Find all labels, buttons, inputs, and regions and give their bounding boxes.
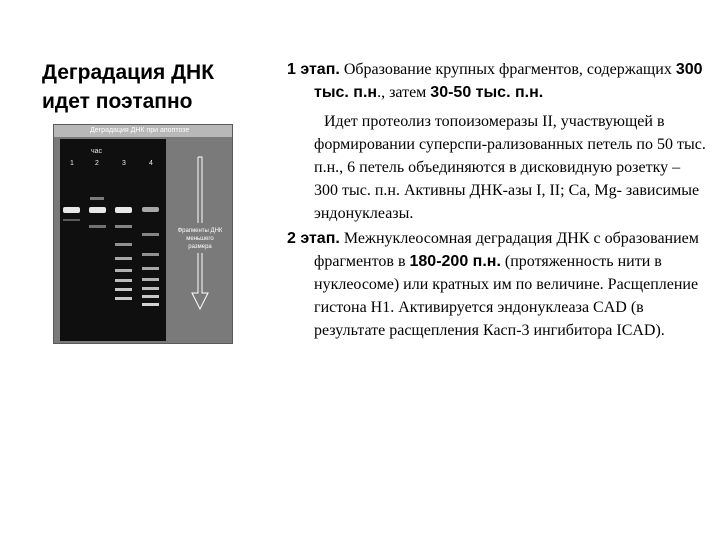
band [142, 207, 159, 212]
band [142, 233, 159, 236]
stage-1-label: 1 этап. [287, 61, 340, 78]
stage-2-label: 2 этап. [287, 230, 340, 247]
time-label: час [91, 148, 103, 155]
lane-number-3: 3 [122, 160, 126, 167]
band [142, 278, 159, 281]
stage-2-bold-1: 180-200 п.н. [409, 253, 501, 270]
band [115, 225, 132, 228]
title-line-1: Деградация ДНК [42, 61, 215, 84]
gel-electrophoresis-figure [53, 124, 233, 344]
stage-2-text-1: Межнуклеосомная деградация ДНК с образованием фрагментов в [314, 230, 699, 270]
lane-number-1: 1 [70, 160, 74, 167]
title-line-2: идет поэтапно [42, 90, 193, 113]
lane-number-4: 4 [149, 160, 153, 167]
stage-1-paragraph [287, 58, 707, 104]
band [115, 269, 132, 272]
band [89, 225, 106, 228]
band [115, 207, 132, 213]
band [142, 253, 159, 256]
stage-1-bold-2: 30-50 тыс. п.н. [430, 84, 544, 101]
stage-1-text-1: Образование крупных фрагментов, содержащих [339, 61, 676, 78]
band [115, 243, 132, 246]
text-content [287, 58, 707, 342]
arrow-label-line-3: размера [188, 244, 212, 250]
stage-1-bold-1: 300 тыс. п.н [314, 61, 703, 101]
arrow-head [192, 253, 208, 309]
band [115, 297, 132, 300]
lane-number-2: 2 [95, 160, 99, 167]
arrow-label-line-1: Фрагменты ДНК [177, 228, 223, 234]
band [90, 197, 104, 200]
band [115, 257, 132, 260]
stage-1-text-2: ., затем [377, 84, 431, 101]
band [142, 303, 159, 306]
band [142, 287, 159, 290]
arrow-shaft-top [198, 157, 202, 223]
band [115, 288, 132, 291]
band [142, 267, 159, 270]
arrow-label-line-2: меньшего [186, 236, 214, 242]
gel-image [54, 137, 232, 343]
band [115, 279, 132, 282]
band [63, 219, 80, 221]
band [89, 207, 106, 213]
figure-header: Деградация ДНК при апоптозе [54, 125, 232, 137]
band [142, 295, 159, 298]
slide-title [42, 58, 262, 116]
stage-2-text-2: (протяженность нити в нуклеосоме) или кратных им по величине. Расщепление гистона H1. Активируется эндонуклеаза CAD (в результате расщепления Касп-3 ингибитора ICAD). [314, 253, 699, 339]
stage-2-paragraph [287, 227, 707, 342]
stage-1-detail-paragraph: Идет протеолиз топоизомеразы II, участвующей в формировании суперспи-рализованных петель по 50 тыс. п.н., 6 петель объединяются в дисковидную розетку – 300 тыс. п.н. Активны ДНК-азы I, II; Ca, Mg- зависимые эндонуклеазы. [314, 113, 706, 222]
band [63, 207, 80, 213]
